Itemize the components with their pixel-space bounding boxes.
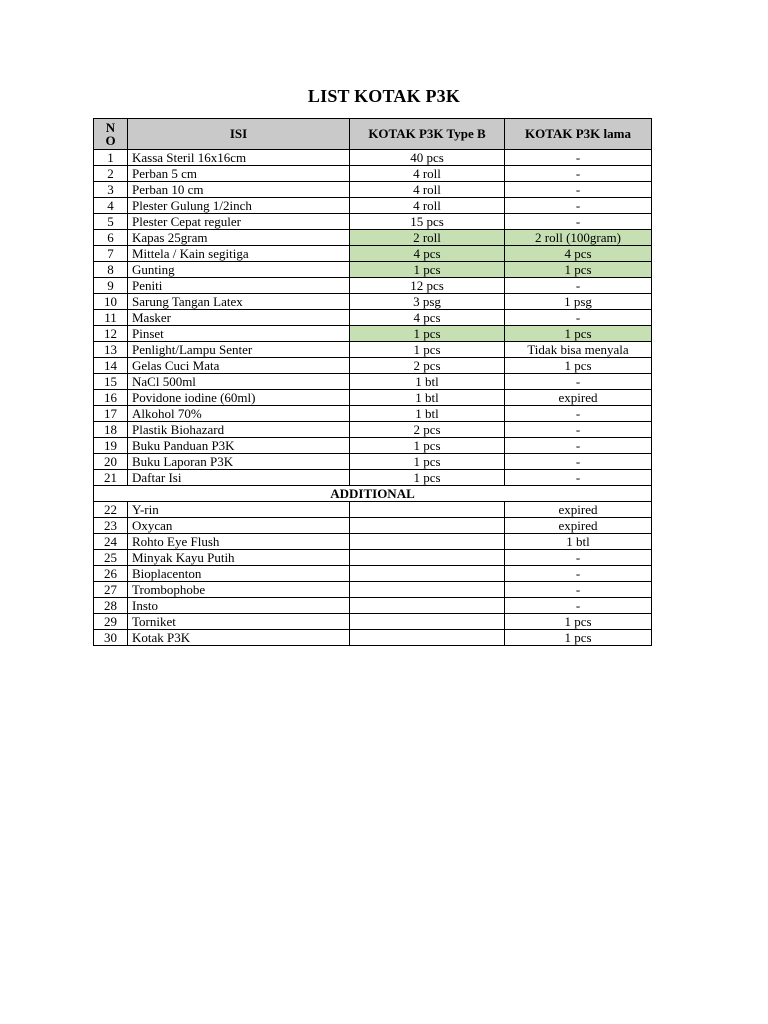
row-no: 21 (94, 470, 128, 486)
row-item: Kapas 25gram (128, 230, 350, 246)
row-item: Kassa Steril 16x16cm (128, 150, 350, 166)
row-type-b (350, 582, 505, 598)
row-type-b: 4 roll (350, 182, 505, 198)
row-no: 9 (94, 278, 128, 294)
row-no: 7 (94, 246, 128, 262)
row-item: Perban 10 cm (128, 182, 350, 198)
row-item: Insto (128, 598, 350, 614)
row-lama: - (505, 198, 652, 214)
row-item: Perban 5 cm (128, 166, 350, 182)
row-lama: expired (505, 518, 652, 534)
row-lama: - (505, 598, 652, 614)
row-no: 14 (94, 358, 128, 374)
row-type-b: 3 psg (350, 294, 505, 310)
table-row (94, 214, 652, 230)
table-row (94, 198, 652, 214)
row-item: Plastik Biohazard (128, 422, 350, 438)
table-row (94, 582, 652, 598)
row-type-b (350, 518, 505, 534)
row-no: 1 (94, 150, 128, 166)
row-item: Kotak P3K (128, 630, 350, 646)
row-type-b: 4 pcs (350, 310, 505, 326)
row-lama: Tidak bisa menyala (505, 342, 652, 358)
header-no-line1: N (105, 120, 116, 135)
row-lama: - (505, 582, 652, 598)
row-lama: 1 pcs (505, 326, 652, 342)
row-lama: - (505, 310, 652, 326)
row-type-b (350, 534, 505, 550)
row-item: Sarung Tangan Latex (128, 294, 350, 310)
table-row (94, 182, 652, 198)
row-type-b: 1 pcs (350, 438, 505, 454)
row-type-b: 1 btl (350, 390, 505, 406)
row-no: 22 (94, 502, 128, 518)
row-lama: - (505, 182, 652, 198)
table-row (94, 294, 652, 310)
row-item: Torniket (128, 614, 350, 630)
table-row (94, 358, 652, 374)
table-row (94, 518, 652, 534)
row-lama: 1 pcs (505, 614, 652, 630)
row-no: 30 (94, 630, 128, 646)
row-lama: 1 psg (505, 294, 652, 310)
row-lama: 2 roll (100gram) (505, 230, 652, 246)
row-lama: - (505, 374, 652, 390)
row-no: 17 (94, 406, 128, 422)
table-row (94, 326, 652, 342)
row-no: 8 (94, 262, 128, 278)
table-row (94, 230, 652, 246)
row-item: Gunting (128, 262, 350, 278)
row-lama: 1 pcs (505, 630, 652, 646)
table-row (94, 438, 652, 454)
row-lama: - (505, 406, 652, 422)
table-row (94, 550, 652, 566)
row-no: 6 (94, 230, 128, 246)
row-type-b: 2 roll (350, 230, 505, 246)
row-type-b (350, 566, 505, 582)
table-row (94, 422, 652, 438)
row-item: Gelas Cuci Mata (128, 358, 350, 374)
table-row (94, 454, 652, 470)
row-lama: - (505, 150, 652, 166)
row-item: Bioplacenton (128, 566, 350, 582)
row-type-b: 4 pcs (350, 246, 505, 262)
row-type-b: 2 pcs (350, 422, 505, 438)
row-item: Buku Laporan P3K (128, 454, 350, 470)
table-header-row (94, 119, 652, 150)
row-lama: 1 btl (505, 534, 652, 550)
row-lama: - (505, 438, 652, 454)
row-item: Oxycan (128, 518, 350, 534)
header-lama: KOTAK P3K lama (505, 119, 652, 150)
additional-section-label: ADDITIONAL (94, 486, 652, 502)
row-type-b: 1 pcs (350, 262, 505, 278)
table-body (94, 150, 652, 646)
row-lama: 1 pcs (505, 358, 652, 374)
row-item: Povidone iodine (60ml) (128, 390, 350, 406)
table-row (94, 470, 652, 486)
table-row (94, 166, 652, 182)
row-type-b: 12 pcs (350, 278, 505, 294)
table-row (94, 406, 652, 422)
row-no: 3 (94, 182, 128, 198)
header-type-b: KOTAK P3K Type B (350, 119, 505, 150)
table-row (94, 566, 652, 582)
p3k-table (93, 118, 652, 646)
row-no: 4 (94, 198, 128, 214)
row-no: 29 (94, 614, 128, 630)
page-title: LIST KOTAK P3K (307, 86, 461, 106)
table-row (94, 598, 652, 614)
row-item: Plester Cepat reguler (128, 214, 350, 230)
row-item: Rohto Eye Flush (128, 534, 350, 550)
row-type-b (350, 614, 505, 630)
row-lama: - (505, 454, 652, 470)
row-no: 18 (94, 422, 128, 438)
table-row (94, 630, 652, 646)
row-no: 2 (94, 166, 128, 182)
row-no: 5 (94, 214, 128, 230)
row-lama: - (505, 550, 652, 566)
row-no: 28 (94, 598, 128, 614)
row-item: Plester Gulung 1/2inch (128, 198, 350, 214)
table-row (94, 390, 652, 406)
row-item: Daftar Isi (128, 470, 350, 486)
row-item: Trombophobe (128, 582, 350, 598)
row-type-b: 1 pcs (350, 454, 505, 470)
row-item: Minyak Kayu Putih (128, 550, 350, 566)
row-lama: 1 pcs (505, 262, 652, 278)
row-no: 23 (94, 518, 128, 534)
row-item: Buku Panduan P3K (128, 438, 350, 454)
row-type-b: 2 pcs (350, 358, 505, 374)
table-row (94, 262, 652, 278)
row-no: 24 (94, 534, 128, 550)
section-row (94, 486, 652, 502)
row-type-b: 4 roll (350, 198, 505, 214)
table-row (94, 614, 652, 630)
table-row (94, 278, 652, 294)
row-no: 12 (94, 326, 128, 342)
row-type-b: 4 roll (350, 166, 505, 182)
row-lama: - (505, 470, 652, 486)
row-lama: - (505, 278, 652, 294)
row-type-b (350, 630, 505, 646)
row-item: Masker (128, 310, 350, 326)
row-item: Peniti (128, 278, 350, 294)
row-lama: 4 pcs (505, 246, 652, 262)
row-item: Y-rin (128, 502, 350, 518)
row-type-b (350, 598, 505, 614)
row-lama: - (505, 166, 652, 182)
row-lama: expired (505, 390, 652, 406)
row-no: 27 (94, 582, 128, 598)
row-no: 10 (94, 294, 128, 310)
row-type-b: 1 pcs (350, 470, 505, 486)
row-lama: - (505, 422, 652, 438)
row-type-b: 15 pcs (350, 214, 505, 230)
row-no: 20 (94, 454, 128, 470)
row-no: 13 (94, 342, 128, 358)
row-type-b (350, 502, 505, 518)
table-row (94, 246, 652, 262)
row-item: Penlight/Lampu Senter (128, 342, 350, 358)
row-type-b: 1 btl (350, 374, 505, 390)
table-row (94, 534, 652, 550)
header-no-line2: O (105, 133, 116, 148)
table-row (94, 502, 652, 518)
header-no (94, 119, 128, 150)
row-no: 26 (94, 566, 128, 582)
row-lama: - (505, 214, 652, 230)
table-row (94, 150, 652, 166)
table-row (94, 342, 652, 358)
row-type-b: 1 pcs (350, 342, 505, 358)
row-item: Pinset (128, 326, 350, 342)
row-type-b: 1 btl (350, 406, 505, 422)
row-no: 16 (94, 390, 128, 406)
row-no: 19 (94, 438, 128, 454)
row-no: 11 (94, 310, 128, 326)
row-no: 15 (94, 374, 128, 390)
header-isi: ISI (128, 119, 350, 150)
row-type-b: 1 pcs (350, 326, 505, 342)
table-row (94, 374, 652, 390)
row-item: Mittela / Kain segitiga (128, 246, 350, 262)
row-type-b (350, 550, 505, 566)
row-lama: - (505, 566, 652, 582)
row-item: Alkohol 70% (128, 406, 350, 422)
row-lama: expired (505, 502, 652, 518)
row-item: NaCl 500ml (128, 374, 350, 390)
row-no: 25 (94, 550, 128, 566)
row-type-b: 40 pcs (350, 150, 505, 166)
table-row (94, 310, 652, 326)
